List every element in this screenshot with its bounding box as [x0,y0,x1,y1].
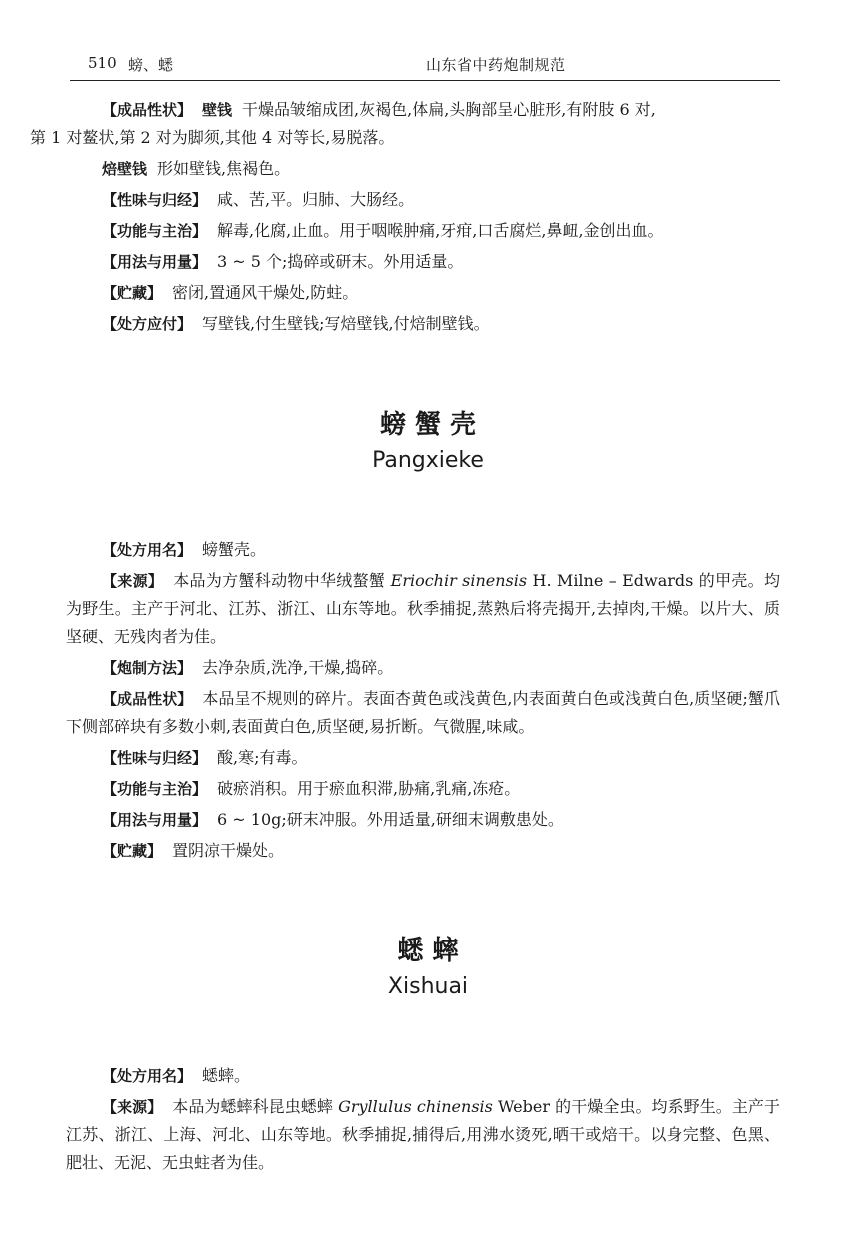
entry-pangxieke [66,536,780,868]
paragraph-chufangyongming [66,536,780,564]
paragraph-beibijian [66,155,780,183]
label-chufang: 【处方应付】 [102,315,193,333]
text-yongfa2: 6 ~ 10g;研末冲服。外用适量,研细末调敷患处。 [217,810,564,829]
entry-pinyin-pangxieke: Pangxieke [372,448,484,473]
text-bijian-line1: 干燥品皱缩成团,灰褐色,体扁,头胸部呈心脏形,有附肢 6 对, [242,100,656,119]
text-gongneng2: 破瘀消积。用于瘀血积滞,胁痛,乳痛,冻疮。 [217,779,521,798]
paragraph-paozhi [66,654,780,682]
text-beibijian: 形如壁钱,焦褐色。 [157,159,291,178]
paragraph-chufangyongming3 [66,1062,780,1090]
text-zhucang: 密闭,置通风干燥处,防蛀。 [172,283,359,302]
text-laiyuan3-post: Weber 的干燥全虫。均系野生。主产于江苏、浙江、上海、河北、山东等地。秋季捕捉,捕得后,用沸水烫死,晒干或焙干。以身完整、色黑、肥壮、无泥、无虫蛀者为佳。 [66,1097,780,1172]
book-title: 山东省中药炮制规范 [426,56,566,74]
label-yongfa: 【用法与用量】 [102,253,208,271]
section-name: 螃、蟋 [128,56,174,74]
text-chengpin2: 本品呈不规则的碎片。表面杏黄色或浅黄色,内表面黄白色或浅黄白色,质坚硬;蟹爪下侧部碎块有多数小刺,表面黄白色,质坚硬,易折断。气微腥,味咸。 [66,689,780,736]
label-chufangyongming3: 【处方用名】 [102,1067,193,1085]
entry-xishuai [66,1062,780,1180]
text-bijian-line2: 第 1 对鳌状,第 2 对为脚须,其他 4 对等长,易脱落。 [30,128,395,147]
paragraph-zhucang2 [66,837,780,865]
text-chufangyongming: 螃蟹壳。 [202,540,267,559]
paragraph-chufang [66,310,780,338]
label-paozhi: 【炮制方法】 [102,659,193,677]
text-paozhi: 去净杂质,洗净,干燥,捣碎。 [202,658,394,677]
text-gongneng: 解毒,化腐,止血。用于咽喉肿痛,牙疳,口舌腐烂,鼻衄,金创出血。 [217,221,664,240]
text-yongfa: 3 ~ 5 个;捣碎或研末。外用适量。 [217,252,464,271]
entry-pinyin-xishuai: Xishuai [387,974,469,999]
page-number: 510 [88,54,117,72]
paragraph-xingwei2 [66,744,780,772]
label-yongfa2: 【用法与用量】 [102,811,208,829]
paragraph-laiyuan [66,567,780,651]
label-chengpin: 【成品性状】 [102,101,193,119]
entry-title-xishuai: 蟋 蟀 [397,936,459,966]
paragraph-laiyuan3 [66,1093,780,1177]
paragraph-xingwei [66,186,780,214]
label-laiyuan3: 【来源】 [102,1098,163,1116]
text-laiyuan-latin: Eriochir sinensis [390,571,528,590]
label-gongneng: 【功能与主治】 [102,222,208,240]
subhead-bijian: 壁钱 [202,101,233,119]
label-chufangyongming: 【处方用名】 [102,541,193,559]
label-xingwei: 【性味与归经】 [102,191,208,209]
text-laiyuan3-pre: 本品为蟋蟀科昆虫蟋蟀 [172,1097,333,1116]
text-chufangyongming3: 蟋蟀。 [202,1066,251,1085]
running-header [70,50,780,81]
text-laiyuan3-latin: Gryllulus chinensis [338,1097,493,1116]
text-xingwei: 咸、苦,平。归肺、大肠经。 [217,190,415,209]
label-laiyuan: 【来源】 [102,572,164,590]
text-laiyuan-post: H. Milne – Edwards 的甲壳。均为野生。主产于河北、江苏、浙江、山东等地。秋季捕捉,蒸熟后将壳揭开,去掉肉,干燥。以片大、质坚硬、无残肉者为佳。 [66,571,780,646]
text-xingwei2: 酸,寒;有毒。 [217,748,308,767]
label-zhucang: 【贮藏】 [102,284,163,302]
entry-bijian-continuation [30,96,780,341]
paragraph-gongneng [66,217,780,245]
entry-title-pangxieke: 螃 蟹 壳 [379,410,477,440]
label-xingwei2: 【性味与归经】 [102,749,208,767]
paragraph-gongneng2 [66,775,780,803]
text-laiyuan-pre: 本品为方蟹科动物中华绒螯蟹 [173,571,386,590]
paragraph-yongfa2 [66,806,780,834]
text-zhucang2: 置阴凉干燥处。 [172,841,285,860]
paragraph-zhucang [66,279,780,307]
subhead-beibijian: 焙壁钱 [102,160,148,178]
text-chufang: 写壁钱,付生壁钱;写焙壁钱,付焙制壁钱。 [202,314,490,333]
paragraph-chengpin2 [66,685,780,741]
label-gongneng2: 【功能与主治】 [102,780,208,798]
label-zhucang2: 【贮藏】 [102,842,163,860]
paragraph-chengpin [30,96,780,152]
paragraph-yongfa [66,248,780,276]
label-chengpin2: 【成品性状】 [102,690,193,708]
